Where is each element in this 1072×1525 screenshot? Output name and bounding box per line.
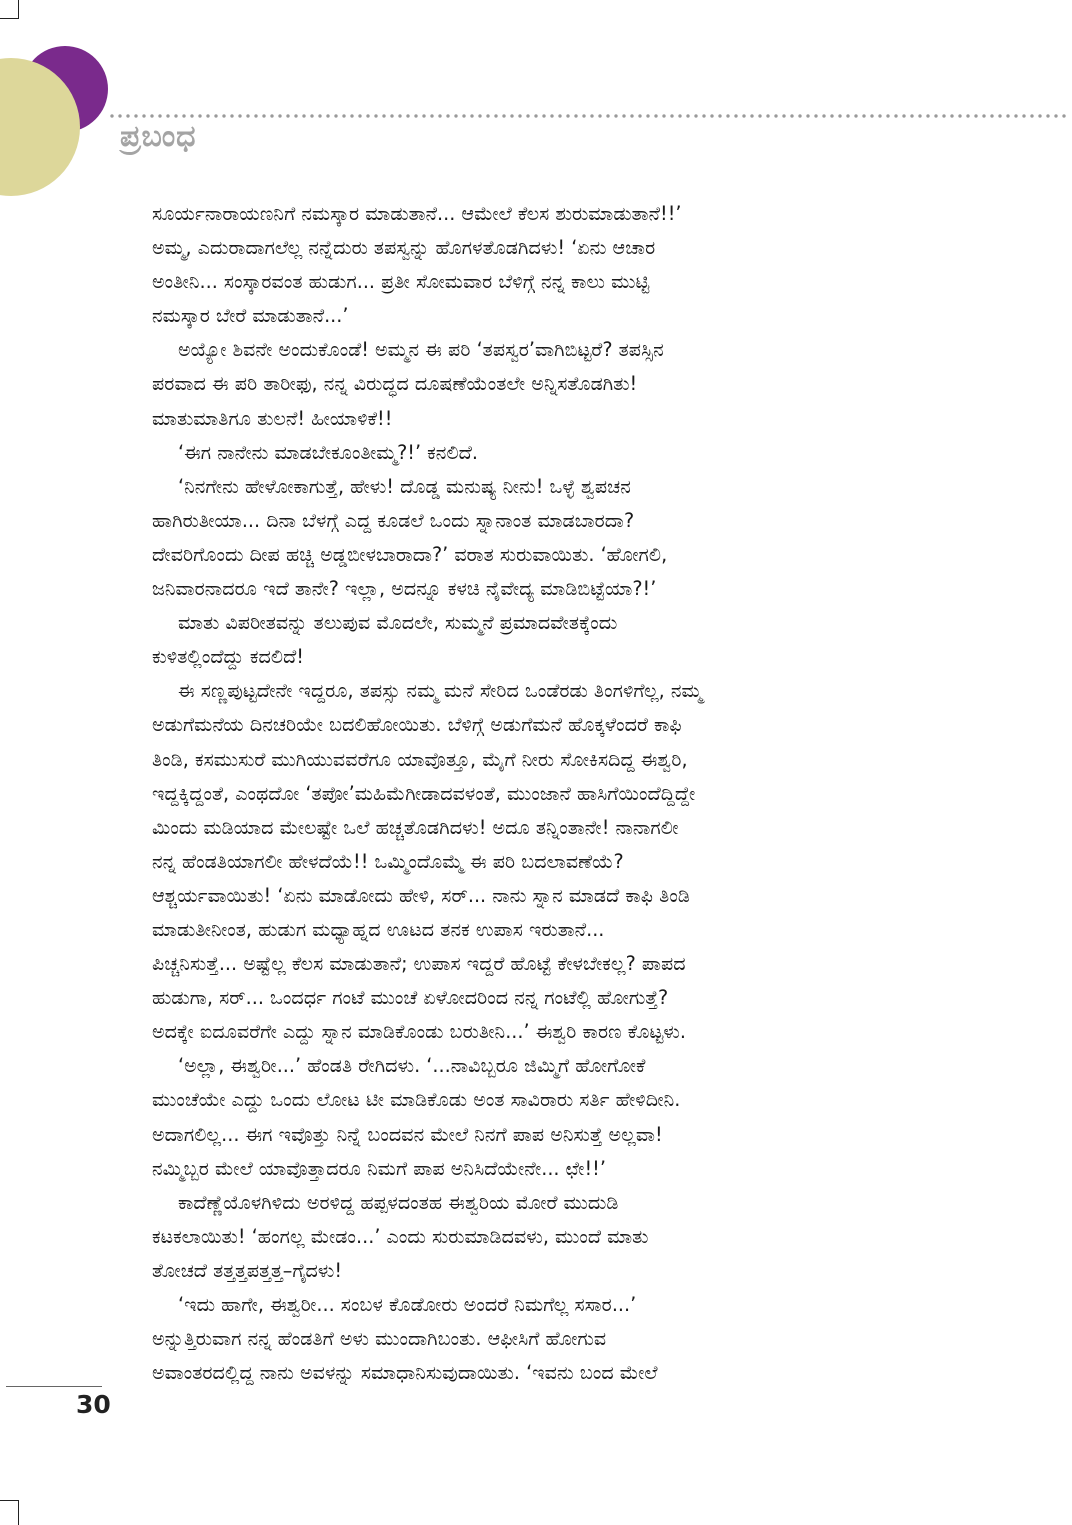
text-line: ಮಿಂದು ಮಡಿಯಾದ ಮೇಲಷ್ಟೇ ಒಲೆ ಹಚ್ಚತೊಡಗಿದಳು! ಅದೂ ತನ್ನಿಂತಾನೇ! ನಾನಾಗಲೀ	[152, 815, 679, 839]
text-line: ‘ಇದು ಹಾಗೇ, ಈಶ್ವರೀ... ಸಂಬಳ ಕೊಡೋರು ಅಂದರೆ ನಿಮಗೆಲ್ಲ ಸಸಾರ...’	[178, 1293, 637, 1316]
text-line: ಹುಡುಗಾ, ಸರ್... ಒಂದರ್ಧ ಗಂಟೆ ಮುಂಚೆ ಏಳೋದರಿಂದ ನನ್ನ ಗಂಟೆಲ್ಲಿ ಹೋಗುತ್ತೆ?	[152, 986, 669, 1010]
text-line: ನಮಸ್ಕಾರ ಬೇರೆ ಮಾಡುತಾನೆ...’	[152, 304, 349, 328]
text-line: ‘ಈಗ ನಾನೇನು ಮಾಡಬೇಕೂಂತೀಮ್ಮ?!’ ಕನಲಿದೆ.	[178, 440, 478, 464]
text-line: ಕುಳಿತಲ್ಲಿಂದೆದ್ದು ಕದಲಿದೆ!	[152, 645, 304, 669]
text-line: ಹಾಗಿರುತೀಯಾ... ದಿನಾ ಬೆಳಗ್ಗೆ ಎದ್ದ ಕೂಡಲೆ ಒಂದು ಸ್ನಾನಾಂತ ಮಾಡಬಾರದಾ?	[152, 508, 635, 532]
text-line: ಅಡುಗೆಮನೆಯ ದಿನಚರಿಯೇ ಬದಲಿಹೋಯಿತು. ಬೆಳಿಗ್ಗೆ ಅಡುಗೆಮನೆ ಹೊಕ್ಕಳೆಂದರೆ ಕಾಫಿ	[152, 713, 682, 737]
text-line: ಮುಂಚೆಯೇ ಎದ್ದು ಒಂದು ಲೋಟ ಟೀ ಮಾಡಿಕೊಡು ಅಂತ ಸಾವಿರಾರು ಸರ್ತಿ ಹೇಳಿದೀನಿ.	[152, 1088, 681, 1112]
text-line: ತೋಚದೆ ತತ್ತತ್ತಪತ್ತತ್ತ–ಗೈದಳು!	[152, 1258, 343, 1282]
text-line: ಅನ್ನುತ್ತಿರುವಾಗ ನನ್ನ ಹೆಂಡತಿಗೆ ಅಳು ಮುಂದಾಗಿಬಂತು. ಆಫೀಸಿಗೆ ಹೋಗುವ	[152, 1327, 607, 1351]
text-line: ಸೂರ್ಯನಾರಾಯಣನಿಗೆ ನಮಸ್ಕಾರ ಮಾಡುತಾನೆ... ಆಮೇಲೆ ಕೆಲಸ ಶುರುಮಾಡುತಾನೆ!!’	[152, 202, 682, 225]
footer-rule	[6, 1386, 102, 1387]
text-line: ಇದ್ದಕ್ಕಿದ್ದಂತೆ, ಎಂಥದೋ ‘ತಪೋ’ಮಹಿಮೆಗೀಡಾದವಳಂತೆ, ಮುಂಜಾನೆ ಹಾಸಿಗೆಯಿಂದೆದ್ದಿದ್ದೇ	[152, 781, 696, 805]
text-line: ಈ ಸಣ್ಣಪುಟ್ಟದೇನೇ ಇದ್ದರೂ, ತಪಸ್ಸು ನಮ್ಮ ಮನೆ ಸೇರಿದ ಒಂಡೆರಡು ತಿಂಗಳಿಗೆಲ್ಲ, ನಮ್ಮ	[178, 679, 703, 703]
text-line: ಮಾತುಮಾತಿಗೂ ತುಲನೆ! ಹೀಯಾಳಿಕೆ!!	[152, 406, 393, 430]
crop-mark-bottom-left-h	[0, 1500, 19, 1501]
text-line: ಅದಕ್ಕೇ ಐದೂವರೆಗೇ ಎದ್ದು ಸ್ನಾನ ಮಾಡಿಕೊಂಡು ಬರುತೀನಿ...’ ಈಶ್ವರಿ ಕಾರಣ ಕೊಟ್ಟಳು.	[152, 1020, 686, 1044]
text-line: ಆಶ್ಚರ್ಯವಾಯಿತು! ‘ಏನು ಮಾಡೋದು ಹೇಳಿ, ಸರ್... ನಾನು ಸ್ನಾನ ಮಾಡದೆ ಕಾಫಿ ತಿಂಡಿ	[152, 883, 690, 907]
text-line: ಅಯ್ಯೋ ಶಿವನೇ ಅಂದುಕೊಂಡೆ! ಅಮ್ಮನ ಈ ಪರಿ ‘ತಪಸ್ವರ’ವಾಗಿಬಿಟ್ಟರೆ? ತಪಸ್ಸಿನ	[178, 338, 664, 362]
text-line: ‘ನಿನಗೇನು ಹೇಳೋಕಾಗುತ್ತೆ, ಹೇಳು! ದೊಡ್ಡ ಮನುಷ್ಯ ನೀನು! ಒಳ್ಳೆ ಶ್ವಪಚನ	[178, 474, 631, 498]
text-line: ಕಟಕಲಾಯಿತು! ‘ಹಂಗಲ್ಲ ಮೇಡಂ...’ ಎಂದು ಸುರುಮಾಡಿದವಳು, ಮುಂದೆ ಮಾತು	[152, 1224, 649, 1248]
text-line: ದೇವರಿಗೊಂದು ದೀಪ ಹಚ್ಚಿ ಅಡ್ಡಬೀಳಬಾರಾದಾ?’ ವರಾತ ಸುರುವಾಯಿತು. ‘ಹೋಗಲಿ,	[152, 542, 668, 566]
text-line: ಪಿಚ್ಚನಿಸುತ್ತೆ... ಅಷ್ಟೆಲ್ಲ ಕೆಲಸ ಮಾಡುತಾನೆ; ಉಪಾಸ ಇದ್ದರೆ ಹೊಟ್ಟೆ ಕೇಳಬೇಕಲ್ಲ? ಪಾಪದ	[152, 952, 686, 976]
crop-mark-top-left	[18, 0, 19, 18]
section-title: ಪ್ರಬಂಧ	[120, 119, 197, 154]
text-line: ಅದಾಗಲಿಲ್ಲ... ಈಗ ಇವೊತ್ತು ನಿನ್ನೆ ಬಂದವನ ಮೇಲೆ ನಿನಗೆ ಪಾಪ ಅನಿಸುತ್ತೆ ಅಲ್ಲವಾ!	[152, 1122, 663, 1146]
text-line: ಪರವಾದ ಈ ಪರಿ ತಾರೀಫು, ನನ್ನ ವಿರುದ್ಧದ ದೂಷಣೆಯೆಂತಲೇ ಅನ್ನಿಸತೊಡಗಿತು!	[152, 372, 638, 396]
text-line: ನಮ್ಮಿಬ್ಬರ ಮೇಲೆ ಯಾವೊತ್ತಾದರೂ ನಿಮಗೆ ಪಾಪ ಅನಿಸಿದೆಯೇನೇ... ಛೇ!!’	[152, 1156, 606, 1180]
page-number: 30	[76, 1390, 111, 1419]
text-line: ಕಾದೆಣ್ಣೆಯೊಳಗಿಳಿದು ಅರಳಿದ್ದ ಹಪ್ಪಳದಂತಹ ಈಶ್ವರಿಯ ಮೋರೆ ಮುದುಡಿ	[178, 1190, 619, 1214]
article-body	[152, 197, 932, 1390]
text-line: ನನ್ನ ಹೆಂಡತಿಯಾಗಲೀ ಹೇಳದೆಯೆ!! ಒಮ್ಮಿಂದೊಮ್ಮೆ ಈ ಪರಿ ಬದಲಾವಣೆಯೆ?	[152, 849, 624, 873]
text-line: ‘ಅಲ್ಲಾ, ಈಶ್ವರೀ...’ ಹೆಂಡತಿ ರೇಗಿದಳು. ‘...ನಾವಿಬ್ಬರೂ ಜಿಮ್ಮಿಗೆ ಹೋಗೋಕೆ	[178, 1054, 646, 1078]
crop-mark-top-left-h	[0, 18, 19, 19]
text-line: ಅಂತೀನಿ... ಸಂಸ್ಕಾರವಂತ ಹುಡುಗ... ಪ್ರತೀ ಸೋಮವಾರ ಬೆಳಿಗ್ಗೆ ನನ್ನ ಕಾಲು ಮುಟ್ಟಿ	[152, 270, 650, 294]
text-line: ಜನಿವಾರನಾದರೂ ಇದೆ ತಾನೇ? ಇಲ್ಲಾ, ಅದನ್ನೂ ಕಳಚಿ ನೈವೇದ್ಯ ಮಾಡಿಬಿಟ್ಟೆಯಾ?!’	[152, 577, 657, 601]
text-line: ಮಾಡುತೀನೀಂತ, ಹುಡುಗ ಮಧ್ಯಾಹ್ನದ ಊಟದ ತನಕ ಉಪಾಸ ಇರುತಾನೆ...	[152, 917, 605, 941]
text-line: ಮಾತು ವಿಪರೀತವನ್ನು ತಲುಪುವ ಮೊದಲೇ, ಸುಮ್ಮನೆ ಪ್ರಮಾದವೇತಕ್ಕೆಂದು	[178, 611, 618, 635]
text-line: ಅವಾಂತರದಲ್ಲಿದ್ದ ನಾನು ಅವಳನ್ನು ಸಮಾಧಾನಿಸುವುದಾಯಿತು. ‘ಇವನು ಬಂದ ಮೇಲೆ	[152, 1361, 658, 1385]
dotted-header-rule	[108, 113, 1070, 119]
text-line: ತಿಂಡಿ, ಕಸಮುಸುರೆ ಮುಗಿಯುವವರೆಗೂ ಯಾವೊತ್ತೂ, ಮೈಗೆ ನೀರು ಸೋಕಿಸದಿದ್ದ ಈಶ್ವರಿ,	[152, 747, 688, 771]
crop-mark-bottom-left	[18, 1500, 19, 1525]
text-line: ಅಮ್ಮ, ಎದುರಾದಾಗಲೆಲ್ಲ ನನ್ನೆದುರು ತಪಸ್ವನ್ನು ಹೊಗಳತೊಡಗಿದಳು! ‘ಏನು ಆಚಾರ	[152, 236, 656, 260]
